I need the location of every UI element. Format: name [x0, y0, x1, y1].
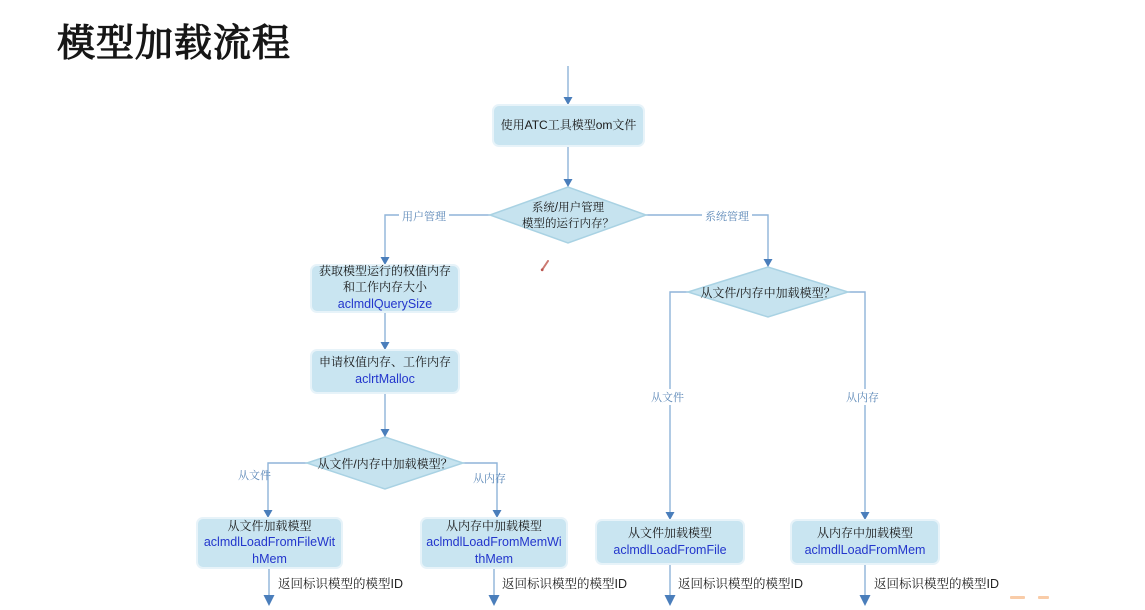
node-malloc-label: 申请权值内存、工作内存	[318, 355, 451, 370]
node-load-file-label: 从文件加载模型	[627, 525, 712, 540]
stray-mark-1	[1010, 596, 1025, 599]
decision-memory-line2: 模型的运行内存？	[522, 217, 614, 230]
node-query-size	[310, 264, 460, 313]
branch-file-right-label: 从文件	[648, 389, 687, 405]
page-title: 模型加载流程	[57, 23, 292, 65]
branch-system-label: 系统管理	[702, 208, 752, 224]
return-id-label-3: 返回标识模型的模型ID	[678, 577, 804, 591]
stray-mark-2	[1038, 596, 1049, 599]
node-query-size-label: 获取模型运行的权值内存和工作内存大小	[318, 264, 451, 295]
return-id-label-4: 返回标识模型的模型ID	[874, 577, 1000, 591]
node-load-file	[595, 519, 745, 565]
decision-load-right-label: 从文件/内存中加载模型？	[700, 286, 836, 300]
branch-file-left-label: 从文件	[238, 470, 271, 482]
node-load-mem-with-mem-label: 从内存中加载模型	[445, 518, 542, 533]
decision-load-left-label: 从文件/内存中加载模型？	[317, 457, 453, 471]
node-query-size-api: aclmdlQuerySize	[337, 297, 433, 312]
node-start-label: 使用ATC工具模型om文件	[500, 117, 637, 132]
node-malloc-api: aclrtMalloc	[355, 372, 415, 387]
connector-left-file	[268, 463, 307, 511]
node-load-mem-api: aclmdlLoadFromMem	[804, 542, 926, 557]
node-malloc	[310, 349, 460, 394]
return-id-label-1: 返回标识模型的模型ID	[278, 577, 404, 591]
pointer-mark	[538, 259, 552, 273]
node-load-mem-with-mem	[420, 517, 568, 569]
branch-mem-right-label: 从内存	[843, 389, 882, 405]
node-load-file-with-mem	[196, 517, 343, 569]
branch-user-label: 用户管理	[399, 208, 449, 224]
node-load-file-api: aclmdlLoadFromFile	[613, 542, 727, 557]
node-load-mem	[790, 519, 940, 565]
node-load-mem-with-mem-api: aclmdlLoadFromMemWithMem	[426, 535, 562, 566]
node-load-file-with-mem-label: 从文件加载模型	[227, 518, 312, 533]
node-start	[492, 104, 645, 147]
node-load-file-with-mem-api: aclmdlLoadFromFileWithMem	[203, 535, 336, 566]
decision-memory-line1: 系统/用户管理	[531, 202, 605, 214]
decision-memory-label	[498, 201, 638, 232]
return-id-label-2: 返回标识模型的模型ID	[502, 577, 628, 591]
node-load-mem-label: 从内存中加载模型	[816, 525, 913, 540]
branch-mem-left-label: 从内存	[473, 473, 506, 485]
